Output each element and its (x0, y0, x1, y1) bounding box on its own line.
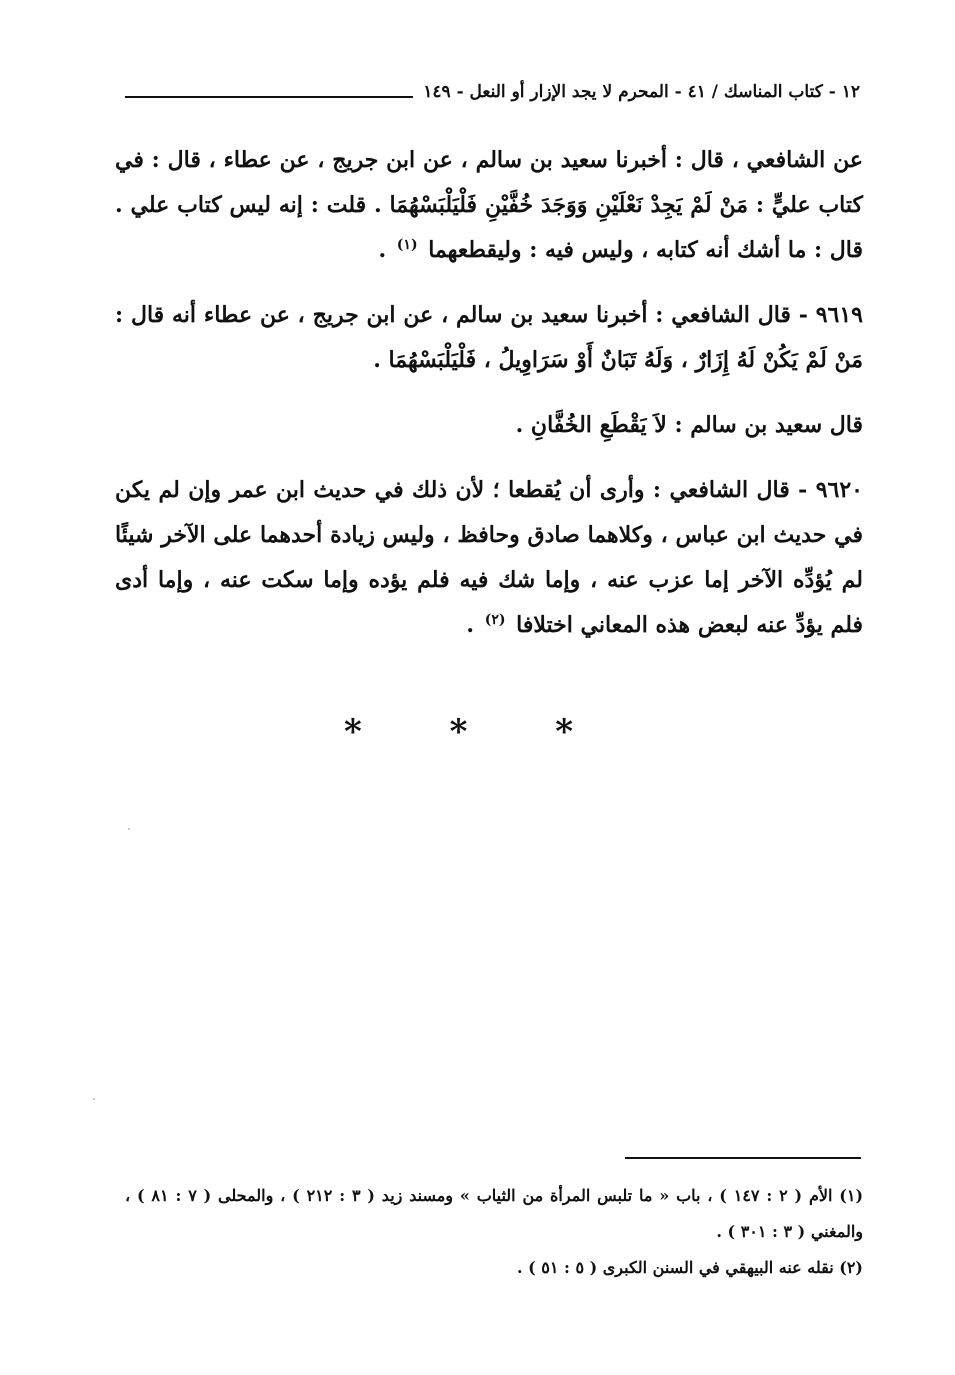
paragraph-2-text: ٩٦١٩ - قال الشافعي : أخبرنا سعيد بن سالم ، عن ابن جريج ، عن عطاء أنه قال : مَنْ لَمْ يَكُنْ لَهُ إِزَارٌ ، وَلَهُ تَبَانٌ أَوْ سَرَاوِيلُ ، فَلْيَلْبَسْهُمَا . (115, 302, 863, 373)
paragraph-4-text: ٩٦٢٠ - قال الشافعي : وأرى أن يُقطعا ؛ لأن ذلك في حديث ابن عمر وإن لم يكن في حديث ابن عباس ، وكلاهما صادق وحافظ ، وليس زيادة أحدهما على الآخر شيئًا لم يُؤدِّه الآخر إما عزب عنه ، وإما شك فيه فلم يؤده وإما سكت عنه ، وإما أدى فلم يؤدِّ عنه لبعض هذه المعاني اختلافا (115, 477, 863, 638)
scan-speck (93, 1098, 95, 1100)
footnote-1: (١) الأم ( ٢ : ١٤٧ ) ، باب « ما تلبس المرأة من الثياب » ومسند زيد ( ٣ : ٢١٢ ) ، والمحلى ( ٧ : ٨١ ) ، والمغني ( ٣ : ٣٠١ ) . (125, 1186, 864, 1241)
paragraph-4 (115, 468, 863, 648)
header-text: ١٢ - كتاب المناسك / ٤١ - المحرم لا يجد الإزار أو النعل - ١٤٩ (423, 82, 860, 102)
paragraph-1-text: عن الشافعي ، قال : أخبرنا سعيد بن سالم ، عن ابن جريج ، عن عطاء ، قال : في كتاب عليٍّ : مَنْ لَمْ يَجِدْ نَعْلَيْنِ وَوَجَدَ خُفَّيْنِ فَلْيَلْبَسْهُمَا . قلت : إنه ليس كتاب علي . قال : ما أشك أنه كتابه ، وليس فيه : وليقطعهما (115, 147, 863, 263)
paragraph-1-end: . (378, 237, 387, 263)
paragraph-4-end: . (466, 612, 475, 638)
paragraph-3-text: قال سعيد بن سالم : لاَ يَقْطَعِ الخُفَّانِ . (515, 412, 863, 438)
section-separator: * * * (343, 712, 611, 752)
footnotes (125, 1178, 863, 1286)
footnote-rule (625, 1157, 861, 1159)
paragraph-3 (115, 403, 863, 448)
scan-speck (128, 828, 130, 830)
footnote-ref-2: (٢) (484, 611, 506, 628)
footnote-2: (٢) نقله عنه البيهقي في السنن الكبرى ( ٥ : ٥١ ) . (516, 1258, 863, 1277)
footnote-ref-1: (١) (396, 236, 418, 253)
header-rule (125, 96, 413, 98)
running-header (125, 72, 860, 112)
paragraph-2 (115, 293, 863, 383)
paragraph-1 (115, 138, 863, 273)
main-text (115, 138, 863, 668)
